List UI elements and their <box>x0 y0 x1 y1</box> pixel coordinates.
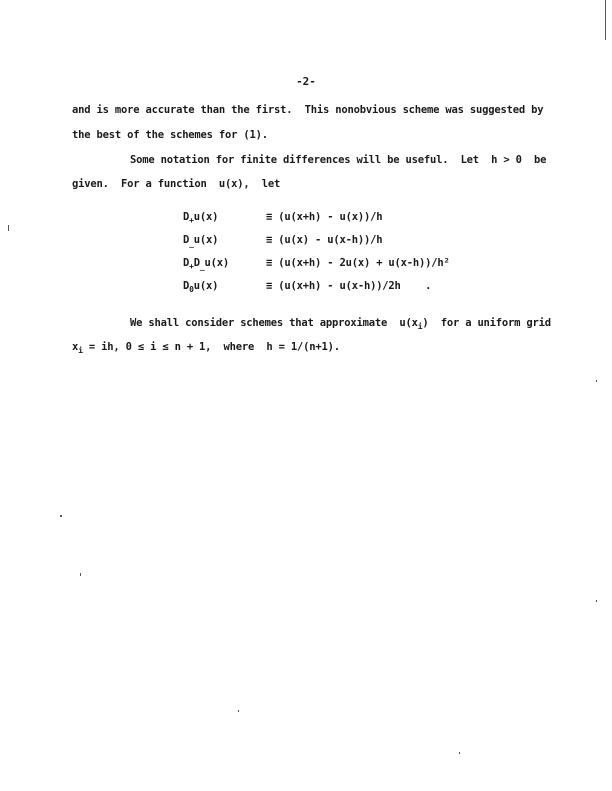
page-number: -2- <box>296 75 316 88</box>
scan-speck <box>80 573 81 576</box>
equation-2-rhs: ≡ (u(x) - u(x-h))/h <box>266 234 383 246</box>
equation-4-rhs: ≡ (u(x+h) - u(x-h))/2h . <box>266 280 432 292</box>
equation-4-lhs: $D_0u(x)$ <box>183 280 219 295</box>
scan-speck <box>596 600 597 602</box>
equation-1-lhs: $D_+u(x)$ <box>183 211 219 226</box>
scan-speck <box>8 225 9 231</box>
paragraph-3-line-1: We shall consider schemes that approximate $u(x_i)$ for a uniform grid <box>130 317 551 332</box>
paragraph-1-line-2: the best of the schemes for (1). <box>72 129 268 141</box>
paragraph-2-line-2: given. For a function u(x), let <box>72 178 281 190</box>
scan-speck <box>238 710 239 712</box>
scan-edge-mark <box>605 0 606 40</box>
scan-speck <box>60 515 62 517</box>
scan-speck <box>596 380 597 382</box>
equation-3-lhs: $D_+D_{\_}u(x)$ <box>183 257 229 272</box>
equation-3-rhs: ≡ (u(x+h) - 2u(x) + u(x-h))/h² <box>266 257 450 269</box>
equation-1-rhs: ≡ (u(x+h) - u(x))/h <box>266 211 383 223</box>
scan-speck <box>459 752 460 754</box>
equation-2-lhs: $D_{\_}u(x)$ <box>183 234 219 249</box>
paragraph-3-line-2: $x_i$ = ih, 0 ≤ i ≤ n + 1, where h = 1/(n+1). <box>72 341 340 356</box>
paragraph-1-line-1: and is more accurate than the first. This nonobvious scheme was suggested by <box>72 104 544 116</box>
paragraph-2-line-1: Some notation for finite differences will be useful. Let h > 0 be <box>130 154 547 166</box>
